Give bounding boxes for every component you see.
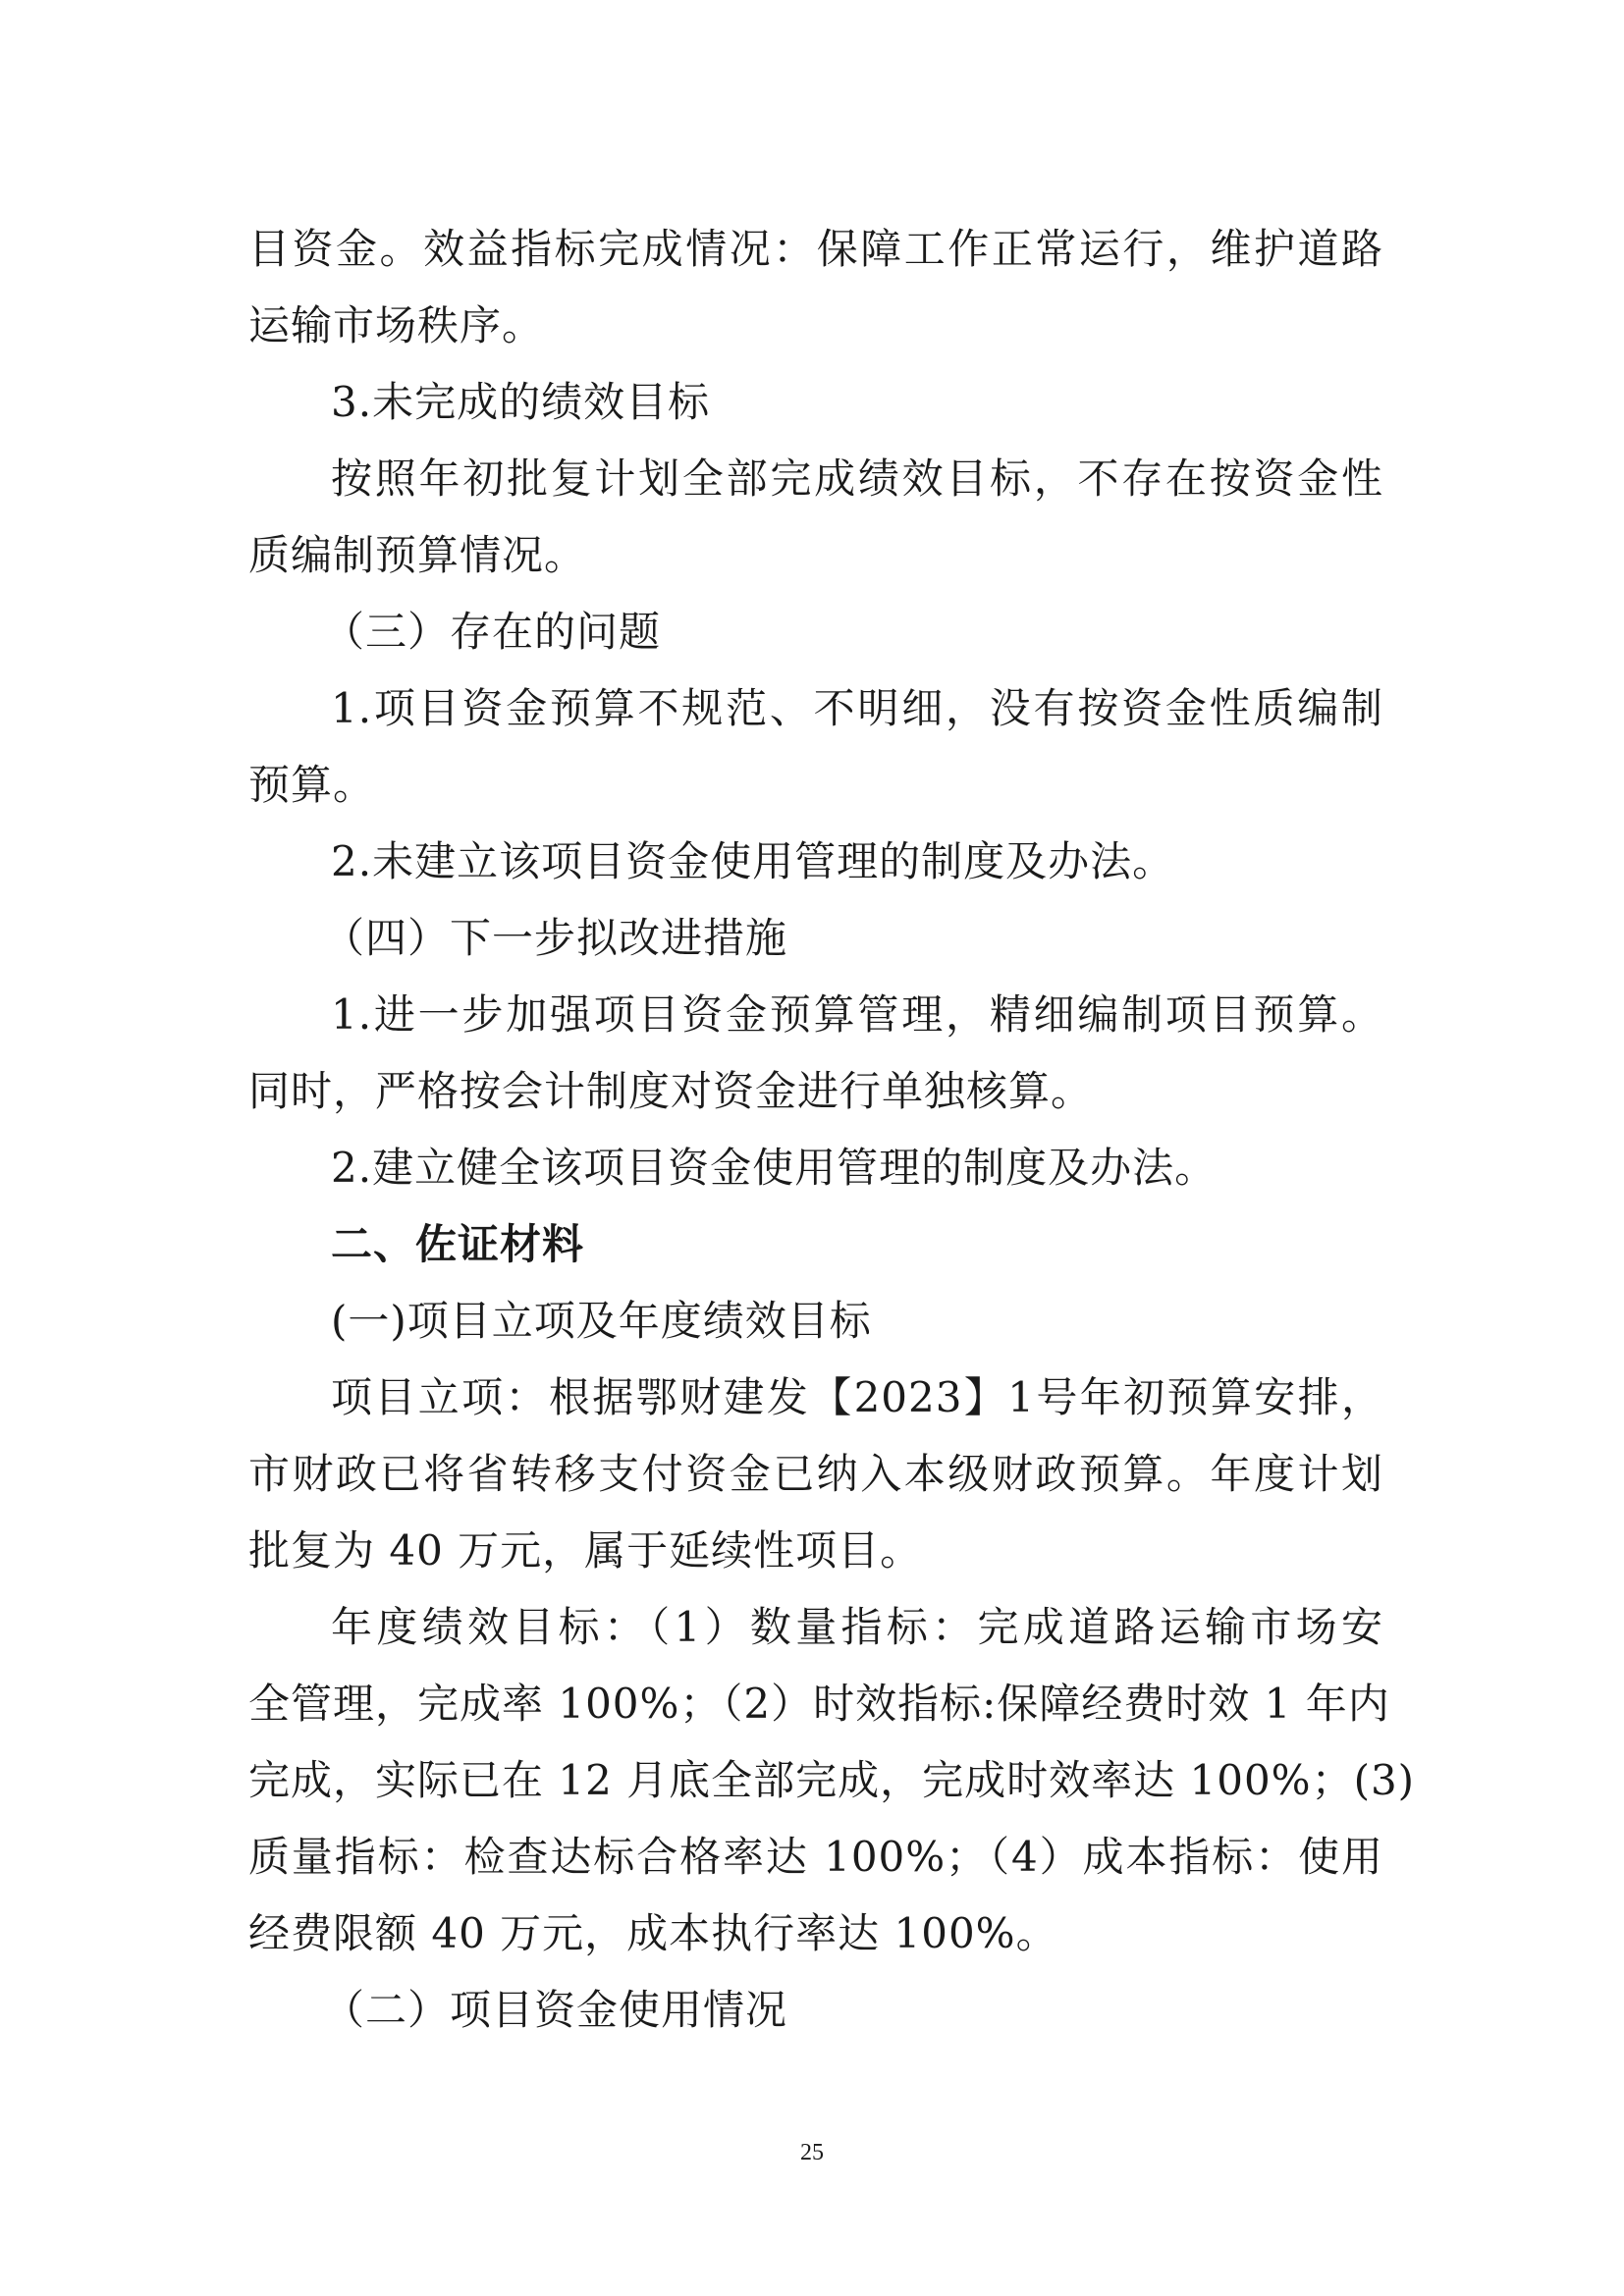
paragraph-line: 市财政已将省转移支付资金已纳入本级财政预算。年度计划 [248, 1450, 1383, 1498]
paragraph-line: 质编制预算情况。 [248, 531, 587, 579]
paragraph-line: 完成，实际已在 12 月底全部完成，完成时效率达 100%；(3) [248, 1756, 1416, 1804]
subsection-heading: 3.未完成的绩效目标 [331, 378, 711, 426]
paragraph-line: 目资金。效益指标完成情况：保障工作正常运行，维护道路 [248, 225, 1383, 273]
paragraph-line: 项目立项：根据鄂财建发【2023】1号年初预算安排， [331, 1373, 1383, 1421]
section-heading: (一)项目立项及年度绩效目标 [331, 1297, 872, 1345]
section-heading: （四）下一步拟改进措施 [323, 914, 788, 962]
chapter-heading: 二、佐证材料 [331, 1220, 585, 1268]
paragraph-line: 运输市场秩序。 [248, 301, 545, 349]
page-number: 25 [800, 2140, 824, 2165]
paragraph-line: 1.项目资金预算不规范、不明细，没有按资金性质编制 [331, 684, 1383, 732]
paragraph-line: 2.未建立该项目资金使用管理的制度及办法。 [331, 837, 1175, 885]
section-heading: （二）项目资金使用情况 [323, 1986, 788, 2034]
paragraph-line: 年度绩效目标：（1）数量指标：完成道路运输市场安 [331, 1603, 1383, 1651]
section-heading: （三）存在的问题 [323, 608, 662, 656]
paragraph-line: 全管理，完成率 100%；（2）时效指标:保障经费时效 1 年内 [248, 1680, 1390, 1728]
paragraph-line: 1.进一步加强项目资金预算管理，精细编制项目预算。 [331, 990, 1383, 1039]
paragraph-line: 批复为 40 万元，属于延续性项目。 [248, 1526, 923, 1575]
document-body [248, 211, 1416, 2049]
paragraph-line: 同时，严格按会计制度对资金进行单独核算。 [248, 1067, 1094, 1115]
paragraph-line: 经费限额 40 万元，成本执行率达 100%。 [248, 1909, 1058, 1957]
paragraph-line: 质量指标：检查达标合格率达 100%；（4）成本指标：使用 [248, 1833, 1383, 1881]
paragraph-line: 2.建立健全该项目资金使用管理的制度及办法。 [331, 1144, 1218, 1192]
paragraph-line: 按照年初批复计划全部完成绩效目标，不存在按资金性 [331, 454, 1383, 503]
paragraph-line: 预算。 [248, 761, 376, 809]
